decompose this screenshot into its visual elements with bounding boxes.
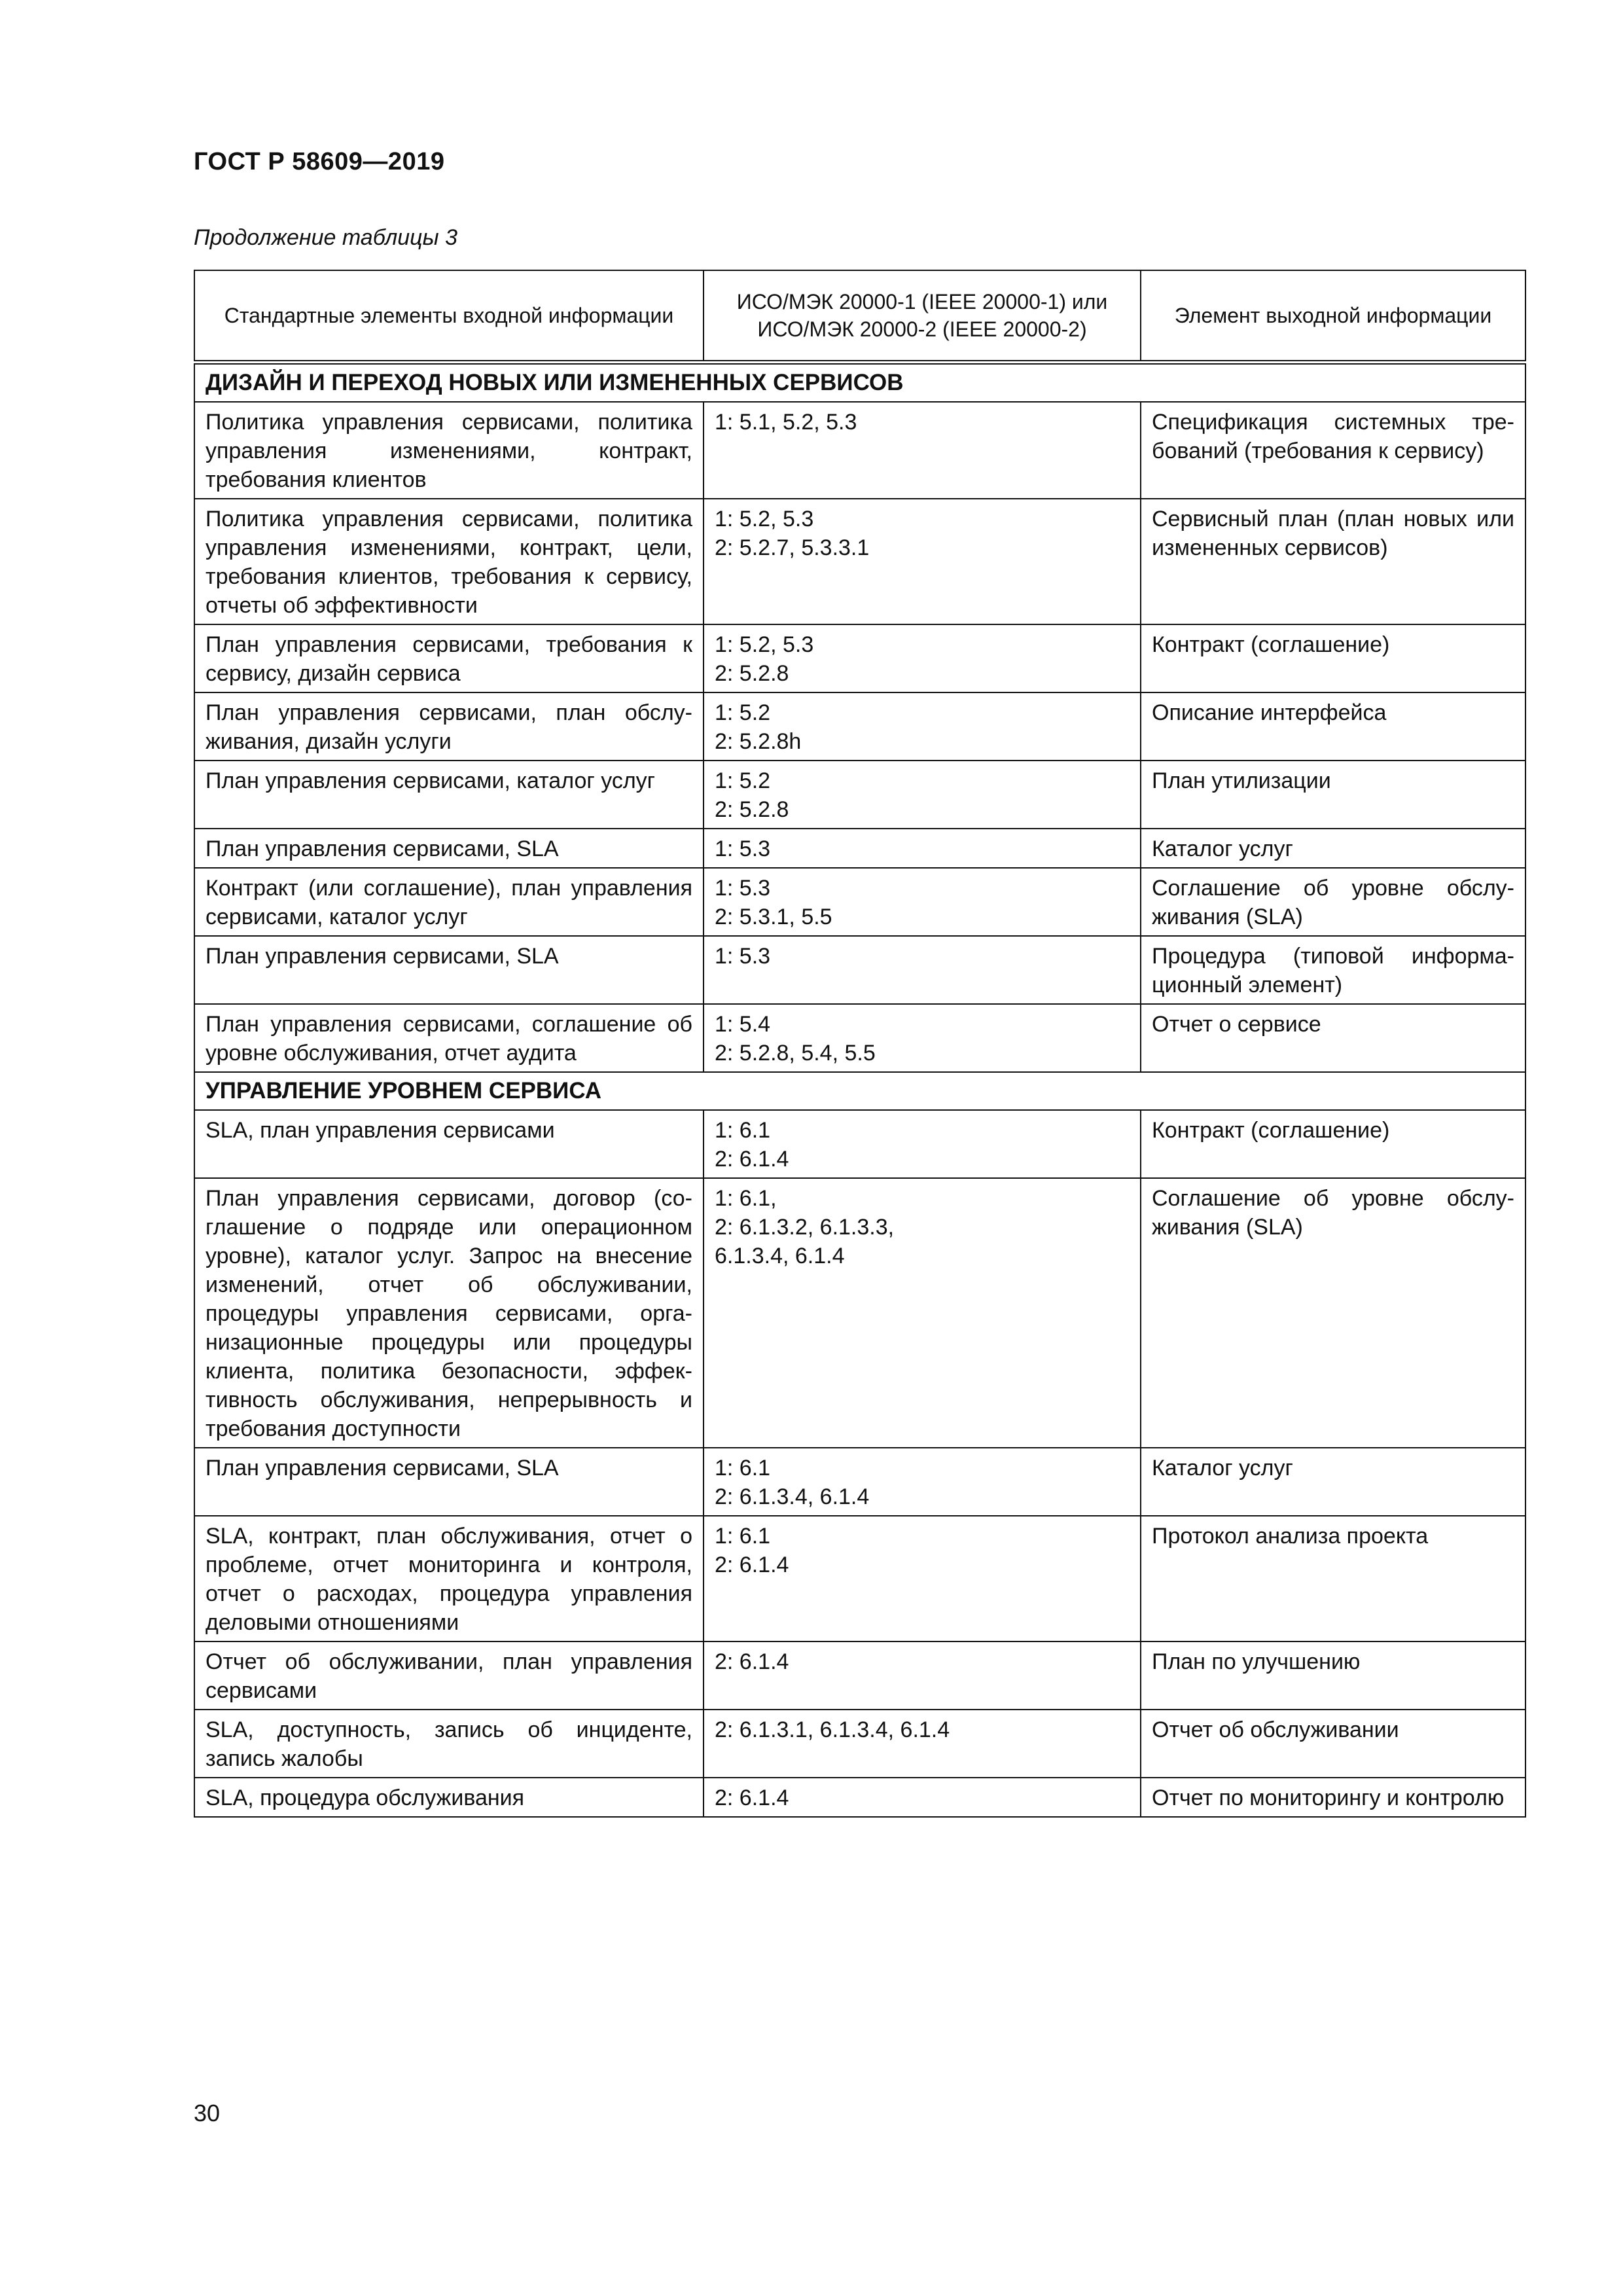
standards-table <box>194 270 1526 1818</box>
output-cell: Отчет о сервисе <box>1141 1004 1525 1072</box>
table-row <box>194 1178 1525 1448</box>
table-row <box>194 1110 1525 1178</box>
input-cell: План управления сервисами, договор (соглашение о подряде или операционном уровне), каталог услуг. Запрос на внесение изменений, отчет об обслуживании, процедуры управления сервисами, организационные процедуры или процедуры клиента, политика безопасности, эффективность обслуживания, непрерывность и требования доступности <box>194 1178 704 1448</box>
reference-cell: 1: 6.1, 2: 6.1.3.2, 6.1.3.3, 6.1.3.4, 6.1.4 <box>704 1178 1141 1448</box>
input-cell: Политика управления сервисами, политика управления изменениями, контракт, цели, требования клиентов, требования к сервису, отчеты об эффективности <box>194 499 704 624</box>
reference-cell: 1: 5.1, 5.2, 5.3 <box>704 402 1141 499</box>
reference-cell: 1: 5.4 2: 5.2.8, 5.4, 5.5 <box>704 1004 1141 1072</box>
output-cell: Процедура (типовой информационный элемент) <box>1141 936 1525 1004</box>
output-cell: Сервисный план (план новых или измененных сервисов) <box>1141 499 1525 624</box>
reference-cell: 1: 5.2, 5.3 2: 5.2.8 <box>704 624 1141 692</box>
output-cell: Каталог услуг <box>1141 1448 1525 1516</box>
table-row <box>194 936 1525 1004</box>
output-cell: Отчет по мониторингу и контролю <box>1141 1778 1525 1817</box>
input-cell: SLA, доступность, запись об инциденте, запись жалобы <box>194 1710 704 1778</box>
reference-cell: 2: 6.1.3.1, 6.1.3.4, 6.1.4 <box>704 1710 1141 1778</box>
input-cell: SLA, контракт, план обслуживания, отчет о проблеме, отчет мониторинга и контроля, отчет о расходах, процедура управления деловыми отношениями <box>194 1516 704 1641</box>
table-row <box>194 829 1525 868</box>
input-cell: План управления сервисами, SLA <box>194 936 704 1004</box>
output-cell: Контракт (соглашение) <box>1141 1110 1525 1178</box>
output-cell: Соглашение об уровне обслуживания (SLA) <box>1141 1178 1525 1448</box>
table-caption: Продолжение таблицы 3 <box>194 225 457 250</box>
column-header-input: Стандартные элементы входной информации <box>194 270 704 363</box>
column-header-standard: ИСО/МЭК 20000-1 (IEEE 20000-1) или ИСО/МЭК 20000-2 (IEEE 20000-2) <box>704 270 1141 363</box>
table-row <box>194 624 1525 692</box>
document-code: ГОСТ Р 58609—2019 <box>194 148 445 175</box>
table-row <box>194 868 1525 936</box>
input-cell: SLA, план управления сервисами <box>194 1110 704 1178</box>
reference-cell: 2: 6.1.4 <box>704 1778 1141 1817</box>
table-row <box>194 761 1525 829</box>
output-cell: План по улучшению <box>1141 1641 1525 1710</box>
table-row <box>194 499 1525 624</box>
input-cell: План управления сервисами, требования к сервису, дизайн сервиса <box>194 624 704 692</box>
reference-cell: 1: 5.3 <box>704 829 1141 868</box>
output-cell: Отчет об обслуживании <box>1141 1710 1525 1778</box>
table-row <box>194 1710 1525 1778</box>
reference-cell: 1: 6.1 2: 6.1.4 <box>704 1110 1141 1178</box>
input-cell: План управления сервисами, SLA <box>194 829 704 868</box>
column-header-output: Элемент выходной информации <box>1141 270 1525 363</box>
table-row <box>194 402 1525 499</box>
section-title: ДИЗАЙН И ПЕРЕХОД НОВЫХ ИЛИ ИЗМЕНЕННЫХ СЕРВИСОВ <box>194 363 1525 403</box>
reference-cell: 1: 5.2, 5.3 2: 5.2.7, 5.3.3.1 <box>704 499 1141 624</box>
input-cell: Политика управления сервисами, политика управления изменениями, контракт, требования клиентов <box>194 402 704 499</box>
output-cell: Контракт (соглашение) <box>1141 624 1525 692</box>
reference-cell: 1: 6.1 2: 6.1.4 <box>704 1516 1141 1641</box>
reference-cell: 1: 5.2 2: 5.2.8 <box>704 761 1141 829</box>
reference-cell: 2: 6.1.4 <box>704 1641 1141 1710</box>
output-cell: Протокол анализа проекта <box>1141 1516 1525 1641</box>
input-cell: План управления сервисами, SLA <box>194 1448 704 1516</box>
input-cell: План управления сервисами, каталог услуг <box>194 761 704 829</box>
output-cell: Каталог услуг <box>1141 829 1525 868</box>
input-cell: SLA, процедура обслуживания <box>194 1778 704 1817</box>
table-row <box>194 1778 1525 1817</box>
output-cell: Соглашение об уровне обслуживания (SLA) <box>1141 868 1525 936</box>
table-row <box>194 692 1525 761</box>
section-row <box>194 1072 1525 1110</box>
reference-cell: 1: 6.1 2: 6.1.3.4, 6.1.4 <box>704 1448 1141 1516</box>
input-cell: План управления сервисами, соглашение об уровне обслуживания, отчет аудита <box>194 1004 704 1072</box>
table-row <box>194 1004 1525 1072</box>
section-row <box>194 363 1525 403</box>
reference-cell: 1: 5.2 2: 5.2.8h <box>704 692 1141 761</box>
input-cell: Отчет об обслуживании, план управления сервисами <box>194 1641 704 1710</box>
table-header-row <box>194 270 1525 363</box>
reference-cell: 1: 5.3 2: 5.3.1, 5.5 <box>704 868 1141 936</box>
table-row <box>194 1516 1525 1641</box>
output-cell: План утилизации <box>1141 761 1525 829</box>
output-cell: Спецификация системных требований (требования к сервису) <box>1141 402 1525 499</box>
section-title: УПРАВЛЕНИЕ УРОВНЕМ СЕРВИСА <box>194 1072 1525 1110</box>
table-row <box>194 1448 1525 1516</box>
input-cell: План управления сервисами, план обслуживания, дизайн услуги <box>194 692 704 761</box>
table-row <box>194 1641 1525 1710</box>
input-cell: Контракт (или соглашение), план управления сервисами, каталог услуг <box>194 868 704 936</box>
reference-cell: 1: 5.3 <box>704 936 1141 1004</box>
output-cell: Описание интерфейса <box>1141 692 1525 761</box>
page-number: 30 <box>194 2100 221 2126</box>
